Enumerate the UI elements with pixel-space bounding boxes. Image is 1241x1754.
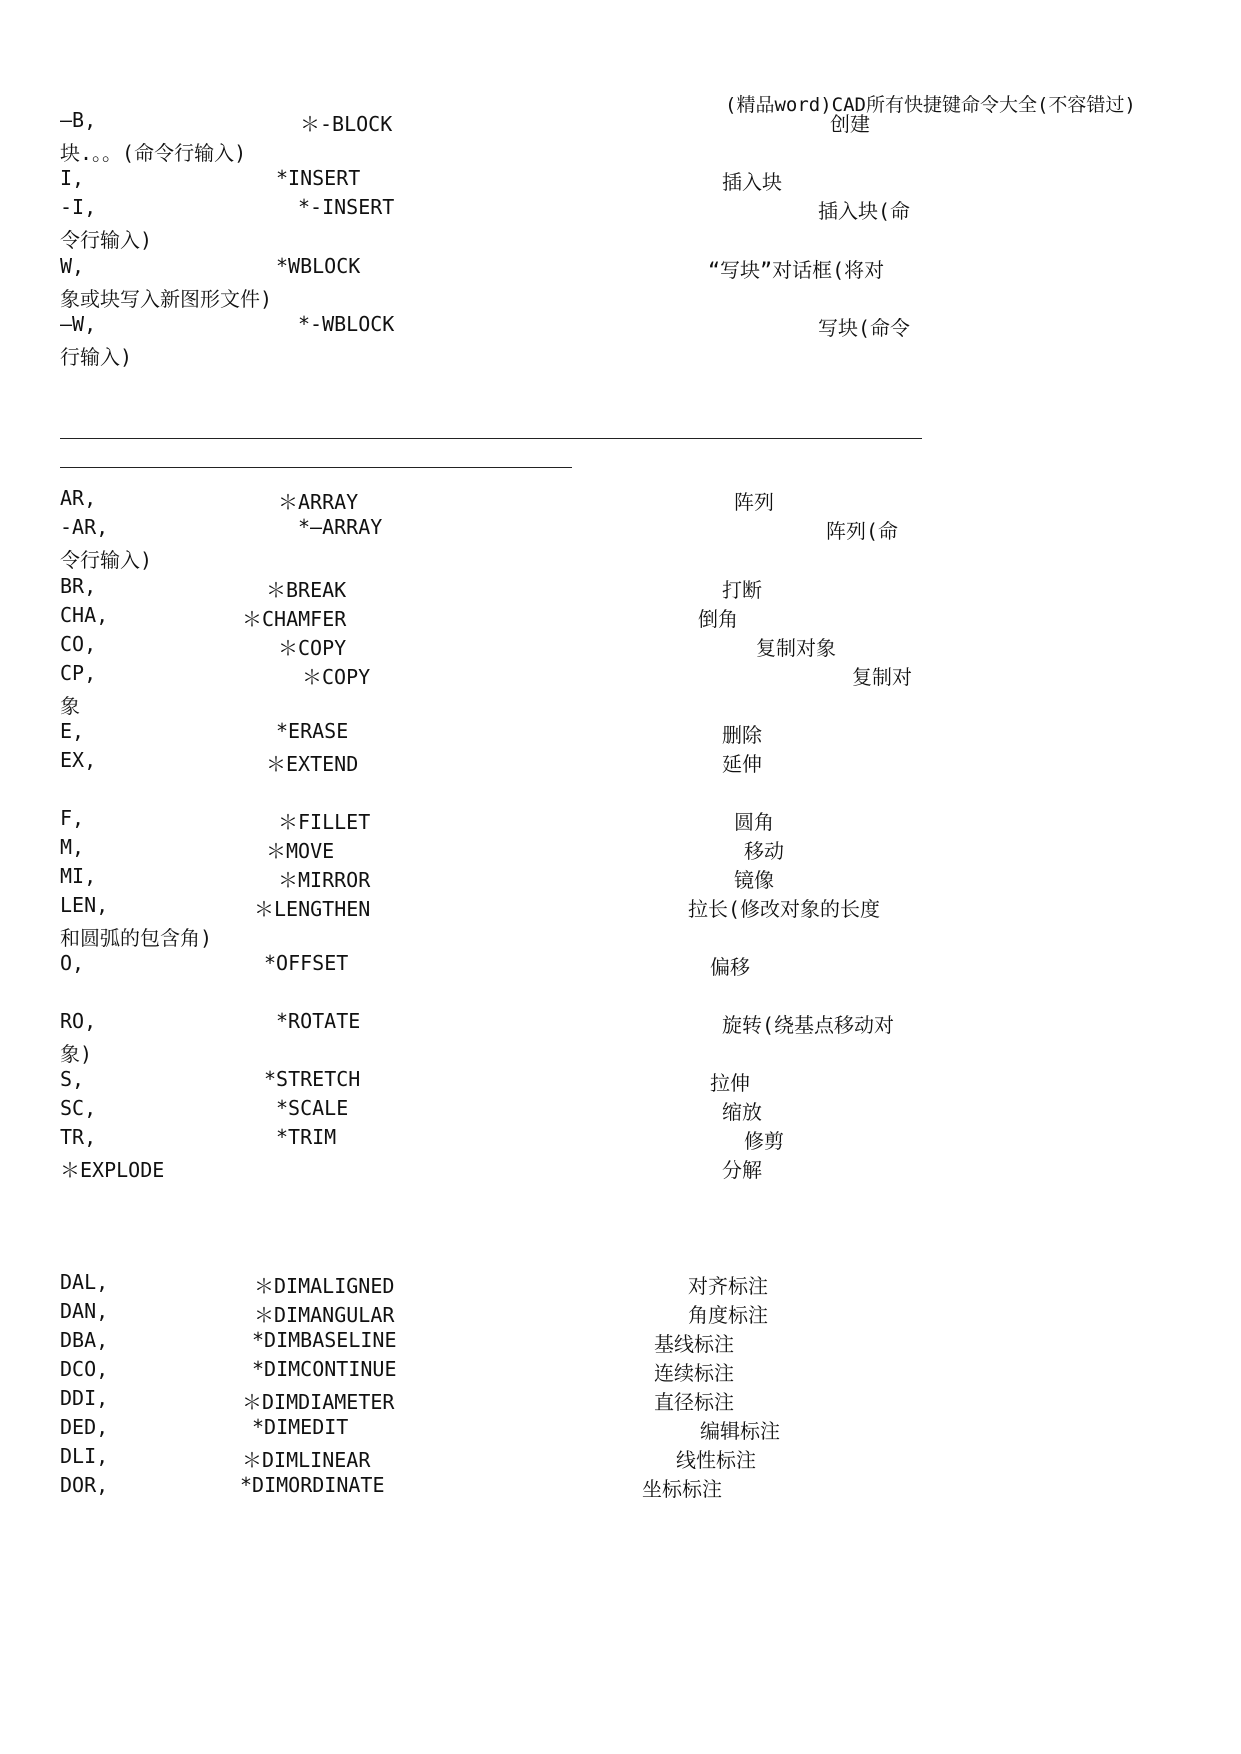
command-row — [60, 1473, 960, 1503]
command-abbreviation: S, — [60, 1067, 85, 1091]
command-description: 偏移 — [710, 955, 750, 979]
command-row-continuation — [60, 1038, 960, 1068]
command-row — [60, 1299, 960, 1329]
command-abbreviation: DED, — [60, 1415, 109, 1439]
command-row — [60, 748, 960, 778]
command-name: ＊ARRAY — [278, 490, 359, 514]
description-continuation: 象) — [60, 1042, 93, 1066]
description-continuation: 象 — [60, 694, 80, 718]
command-abbreviation: BR, — [60, 574, 97, 598]
command-description: 角度标注 — [688, 1303, 768, 1327]
command-name: *—ARRAY — [298, 515, 383, 539]
command-name: ＊DIMALIGNED — [254, 1274, 395, 1298]
command-name: *-INSERT — [298, 195, 395, 219]
command-abbreviation: -I, — [60, 195, 97, 219]
command-name: ＊LENGTHEN — [254, 897, 371, 921]
command-name: ＊COPY — [278, 636, 347, 660]
command-abbreviation: DLI, — [60, 1444, 109, 1468]
command-abbreviation: TR, — [60, 1125, 97, 1149]
command-name: *STRETCH — [264, 1067, 361, 1091]
command-row — [60, 632, 960, 662]
command-row — [60, 1067, 960, 1097]
command-name: *DIMCONTINUE — [252, 1357, 397, 1381]
command-name: *DIMORDINATE — [240, 1473, 385, 1497]
command-description: 编辑标注 — [700, 1419, 780, 1443]
command-row-continuation — [60, 283, 960, 313]
command-description: 创建 — [830, 112, 870, 136]
command-abbreviation: LEN, — [60, 893, 109, 917]
description-continuation: 令行输入) — [60, 228, 153, 252]
command-description: 拉长(修改对象的长度 — [688, 897, 881, 921]
description-continuation: 和圆弧的包含角) — [60, 926, 213, 950]
command-row — [60, 195, 960, 225]
command-description: 修剪 — [744, 1129, 784, 1153]
command-abbreviation: -AR, — [60, 515, 109, 539]
command-abbreviation: AR, — [60, 486, 97, 510]
command-name: ＊MIRROR — [278, 868, 371, 892]
command-abbreviation: DAN, — [60, 1299, 109, 1323]
command-description: 插入块 — [722, 170, 782, 194]
command-description: 分解 — [722, 1158, 762, 1182]
command-name: ＊DIMLINEAR — [242, 1448, 371, 1472]
command-abbreviation: E, — [60, 719, 85, 743]
command-row — [60, 1009, 960, 1039]
command-abbreviation: I, — [60, 166, 85, 190]
description-continuation: 块.。。(命令行输入) — [60, 141, 247, 165]
command-description: 删除 — [722, 723, 762, 747]
command-row — [60, 893, 960, 923]
description-continuation: 行输入) — [60, 345, 133, 369]
command-name: ＊BREAK — [266, 578, 347, 602]
command-row-continuation — [60, 690, 960, 720]
command-abbreviation: O, — [60, 951, 85, 975]
command-description: 阵列(命 — [826, 519, 899, 543]
command-abbreviation: SC, — [60, 1096, 97, 1120]
command-row — [60, 166, 960, 196]
command-abbreviation: M, — [60, 835, 85, 859]
page-header-title: (精品word)CAD所有快捷键命令大全(不容错过) — [725, 94, 1136, 116]
command-name: *ROTATE — [276, 1009, 361, 1033]
command-description: 镜像 — [734, 868, 774, 892]
command-description: 基线标注 — [654, 1332, 734, 1356]
command-name: *DIMBASELINE — [252, 1328, 397, 1352]
command-description: 对齐标注 — [688, 1274, 768, 1298]
command-row — [60, 835, 960, 865]
command-row — [60, 108, 960, 138]
command-description: 插入块(命 — [818, 199, 911, 223]
command-row — [60, 1270, 960, 1300]
command-abbreviation: DAL, — [60, 1270, 109, 1294]
command-name: ＊DIMANGULAR — [254, 1303, 395, 1327]
command-row — [60, 661, 960, 691]
command-description: 坐标标注 — [642, 1477, 722, 1501]
command-name: ＊MOVE — [266, 839, 335, 863]
command-description: 倒角 — [698, 607, 738, 631]
command-name: *SCALE — [276, 1096, 349, 1120]
command-abbreviation: CO, — [60, 632, 97, 656]
command-name: ＊EXTEND — [266, 752, 359, 776]
command-name: *INSERT — [276, 166, 361, 190]
command-abbreviation: —B, — [60, 108, 97, 132]
command-abbreviation: W, — [60, 254, 85, 278]
command-description: 旋转(绕基点移动对 — [722, 1013, 895, 1037]
command-row — [60, 254, 960, 284]
command-name: ＊COPY — [302, 665, 371, 689]
command-abbreviation: RO, — [60, 1009, 97, 1033]
description-continuation: 令行输入) — [60, 548, 153, 572]
command-description: 拉伸 — [710, 1071, 750, 1095]
command-name: *DIMEDIT — [252, 1415, 349, 1439]
command-name: ＊FILLET — [278, 810, 371, 834]
command-name: *OFFSET — [264, 951, 349, 975]
command-name: ＊-BLOCK — [300, 112, 393, 136]
command-row — [60, 1154, 960, 1184]
command-name: *WBLOCK — [276, 254, 361, 278]
command-name: *-WBLOCK — [298, 312, 395, 336]
command-description: “写块”对话框(将对 — [708, 258, 885, 282]
command-row — [60, 1357, 960, 1387]
command-name: *ERASE — [276, 719, 349, 743]
command-description: 阵列 — [734, 490, 774, 514]
command-description: 直径标注 — [654, 1390, 734, 1414]
command-description: 写块(命令 — [818, 316, 911, 340]
command-row — [60, 1096, 960, 1126]
command-description: 圆角 — [734, 810, 774, 834]
command-row — [60, 574, 960, 604]
command-row — [60, 951, 960, 981]
command-description: 延伸 — [722, 752, 762, 776]
command-row — [60, 486, 960, 516]
command-description: 打断 — [722, 578, 762, 602]
command-abbreviation: CP, — [60, 661, 97, 685]
command-abbreviation: CHA, — [60, 603, 109, 627]
command-abbreviation: MI, — [60, 864, 97, 888]
separator-rule — [60, 438, 922, 439]
command-row-continuation — [60, 137, 960, 167]
command-row — [60, 806, 960, 836]
command-row — [60, 1125, 960, 1155]
command-name: ＊EXPLODE — [60, 1158, 165, 1182]
command-row-continuation — [60, 341, 960, 371]
command-row — [60, 603, 960, 633]
command-row — [60, 1444, 960, 1474]
description-continuation: 象或块写入新图形文件) — [60, 287, 273, 311]
command-row-continuation — [60, 224, 960, 254]
command-description: 连续标注 — [654, 1361, 734, 1385]
command-row — [60, 515, 960, 545]
command-row — [60, 1415, 960, 1445]
command-abbreviation: DBA, — [60, 1328, 109, 1352]
command-description: 复制对 — [852, 665, 912, 689]
command-description: 复制对象 — [756, 636, 836, 660]
command-description: 移动 — [744, 839, 784, 863]
command-abbreviation: EX, — [60, 748, 97, 772]
command-abbreviation: DCO, — [60, 1357, 109, 1381]
command-abbreviation: DOR, — [60, 1473, 109, 1497]
command-description: 线性标注 — [676, 1448, 756, 1472]
command-abbreviation: —W, — [60, 312, 97, 336]
command-row-continuation — [60, 922, 960, 952]
command-row — [60, 1328, 960, 1358]
command-description: 缩放 — [722, 1100, 762, 1124]
command-name: *TRIM — [276, 1125, 337, 1149]
command-name: ＊DIMDIAMETER — [242, 1390, 395, 1414]
command-row — [60, 864, 960, 894]
command-row-continuation — [60, 544, 960, 574]
command-abbreviation: F, — [60, 806, 85, 830]
command-row — [60, 1386, 960, 1416]
command-row — [60, 312, 960, 342]
separator-rule — [60, 467, 572, 468]
command-row — [60, 719, 960, 749]
command-name: ＊CHAMFER — [242, 607, 347, 631]
command-abbreviation: DDI, — [60, 1386, 109, 1410]
